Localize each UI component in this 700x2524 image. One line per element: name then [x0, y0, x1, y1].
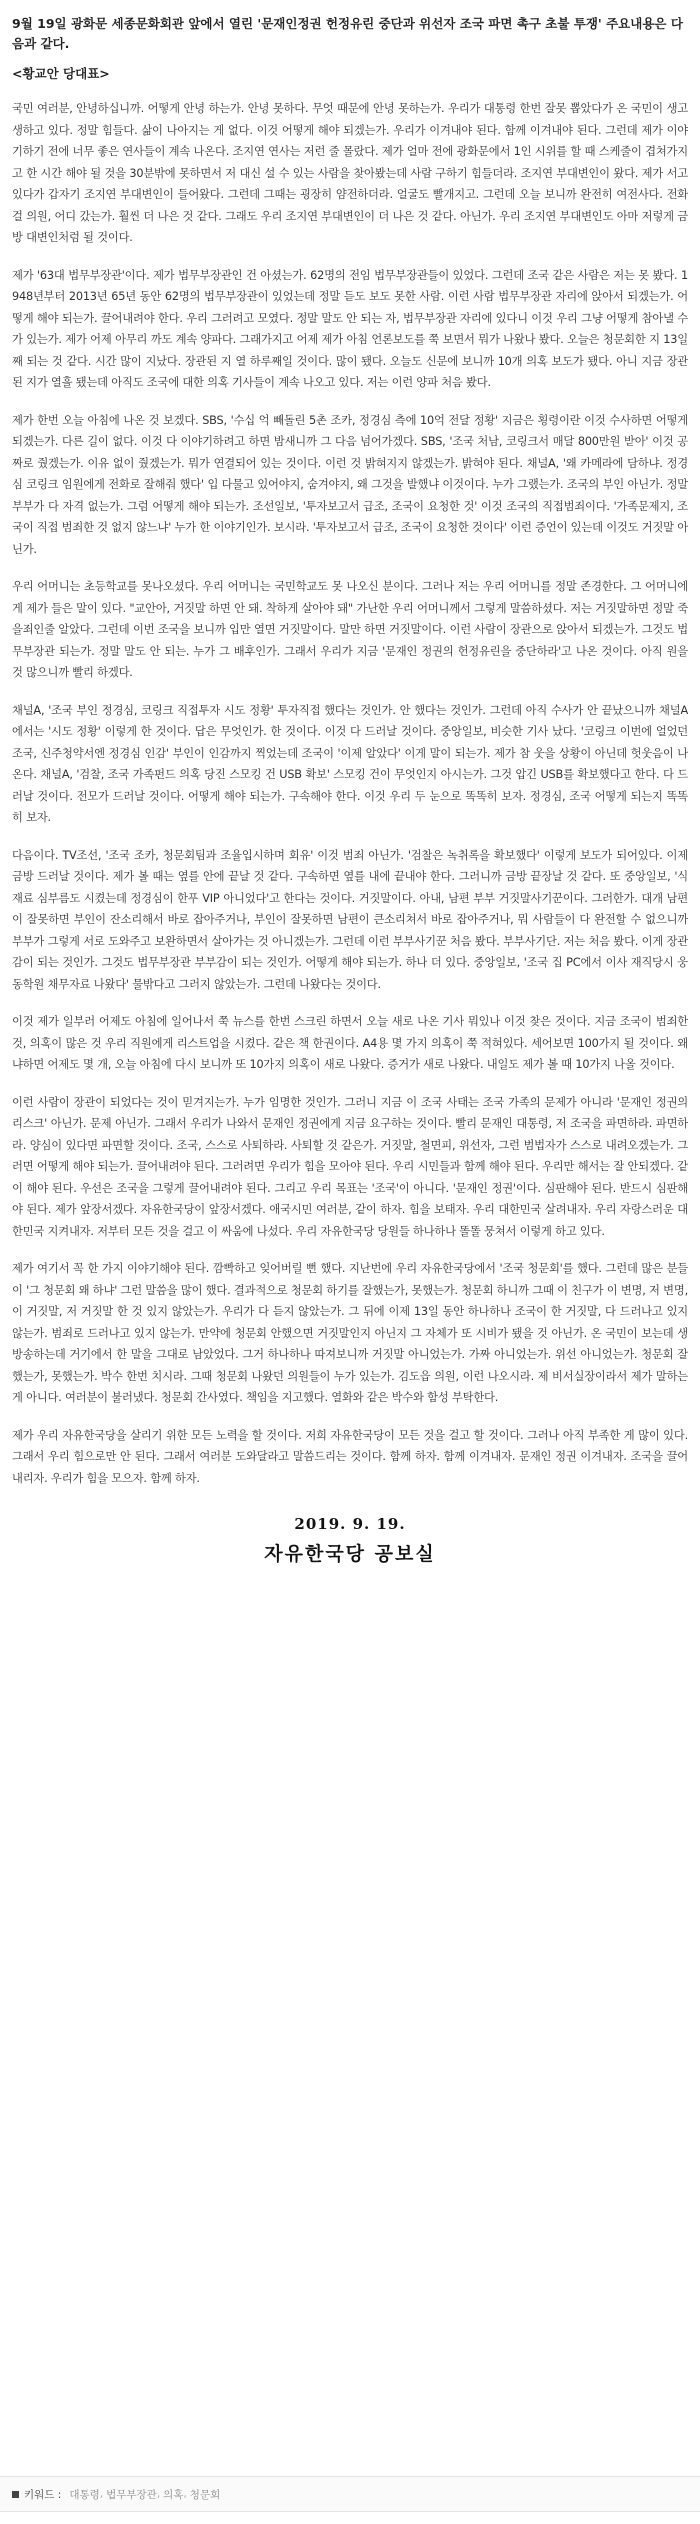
keyword-label: 키워드 : [24, 2488, 62, 2501]
issuer-name: 자유한국당 공보실 [264, 1543, 436, 1565]
keyword-link[interactable]: 의혹 [163, 2488, 184, 2501]
speech-paragraph: 제가 우리 자유한국당을 살리기 위한 모든 노력을 할 것이다. 저희 자유한국당이 모든 것을 걸고 할 것이다. 그러나 아직 부족한 게 많이 있다. 그래서 우리 힘으로만 안 된다. 그래서 여러분 도와달라고 말씀드리는 것이다. 함께 하자. 함께 이겨내자. 문재인 정권 이겨내자. 조국을 끌어내리자. 우리가 힘을 모으자. 함께 하자. [12, 1428, 688, 1485]
intro-text: 9월 19일 광화문 세종문화회관 앞에서 열린 '문재인정권 헌정유린 중단과 위선자 조국 파면 촉구 초불 투쟁' 주요내용은 다음과 같다. [12, 16, 683, 51]
speech-paragraph: 이것 제가 일부러 어제도 아침에 일어나서 쭉 뉴스를 한번 스크린 하면서 오늘 새로 나온 기사 뭐있나 이것 찾은 것이다. 지금 조국이 범죄한 것, 의혹이 많은 것 우리 직원에게 리스트업을 시켰다. 같은 책 한권이다. A4용 몇 가지 의혹이 쭉 적혀있다. 세어보면 100가지 될 것이다. 왜냐하면 어제도 몇 개, 오늘 아침에 다시 보니까 또 10가지 의혹이 새로 나왔다. 증거가 새로 나왔다. 내일도 제가 볼 때 10가지 나올 것이다. [12, 1015, 688, 1071]
release-date: 2019. 9. 19. [294, 1515, 406, 1533]
speech-paragraph: 이런 사람이 장관이 되었다는 것이 믿겨지는가. 누가 임명한 것인가. 그러니 지금 이 조국 사태는 조국 가족의 문제가 아니라 '문재인 정권의 리스크' 아닌가. 문제 아닌가. 그래서 우리가 나와서 문재인 정권에게 지금 요구하는 것이다. 빨리 문재인 대통령, 저 조국을 파면하라. 파면하라. 양심이 있다면 파면할 것이다. 조국, 스스로 사퇴하라. 사퇴할 것 같은가. 거짓말, 철면피, 위선자, 그런 범법자가 스스로 내려오겠는가. 그러면 어떻게 해야 되는가. 끌어내려야 된다. 그러려면 우리가 힘을 모아야 된다. 우리 시민들과 함께 해야 된다. 우리만 해서는 잘 안되겠다. 같이 해야 된다. 우선은 조국을 그렇게 끌어내려야 된다. 그리고 우리 목표는 '조국'이 아니다. '문재인 정권'이다. 심판해야 된다. 반드시 심판해야 된다. 제가 앞장서겠다. 자유한국당이 앞장서겠다. 애국시민 여러분, 같이 하자. 힘을 보태자. 우리 대한민국 살려내자. 우리 자랑스러운 대한민국 지켜내자. 저부터 모든 것을 걸고 이 싸움에 나섰다. 우리 자유한국당 당원들 하나하나 똘똘 뭉쳐서 이렇게 하고 있다. [12, 1095, 688, 1238]
keyword-link[interactable]: 대통령 [69, 2488, 100, 2501]
keyword-bar: 키워드 : 대통령 , 법무부장관 , 의혹 , 청문회 [0, 2476, 700, 2512]
square-bullet-icon [12, 2491, 19, 2498]
speech-paragraph: 다음이다. TV조선, '조국 조카, 청문회팀과 조율입시하며 회유' 이것 범죄 아닌가. '검찰은 녹취록을 확보했다' 이렇게 보도가 되어있다. 이제 금방 드러날 것이다. 제가 볼 때는 옆를 안에 끝날 것 같다. 구속하면 옆를 내에 끝내야 한다. 그러니까 금방 끝장날 것 같다. 또 중앙일보, '식재료 심부름도 시켰는데 정경심이 한푸 VIP 아니었다'고 한다는 것이다. 거짓말이다. 아내, 남편 부부 거짓말사기꾼이다. 그러한가. 대개 남편이 잘못하면 부인이 잔소리해서 바로 잡아주거나, 부인이 잘못하면 남편이 큰소리쳐서 바로 잡아주거나, 뭐 사람들이 다 완전할 수 없으니까 부부가 그렇게 서로 도와주고 보완하면서 살아가는 것 아니겠는가. 그런데 이런 부부사기꾼 처음 봤다. 부부사기단. 저는 처음 봤다. 이게 장관감이 되는 것인가. 그것도 법무부장관 부부감이 되는 것인가. 어떻게 해야 되는가. 하나 더 있다. 중앙일보, '조국 집 PC에서 이사 재직당시 웅동학원 채무자료 나왔다' 물밖다고 그러지 않았는가. 그런데 나왔다는 것이다. [12, 848, 688, 991]
speech-paragraph: 제가 '63대 법무부장관'이다. 제가 법무부장관인 건 아셨는가. 62명의 전임 법무부장관들이 있었다. 그런데 조국 같은 사람은 저는 못 봤다. 1948년부터 2013년 65년 동안 62명의 법무부장관이 있었는데 정말 듣도 보도 못한 사람. 이런 사람 법무부장관 자리에 앉아서 되겠는가. 어떻게 해야 되는가. 끌어내려야 한다. 우리 그러려고 모였다. 정말 말도 안 되는 자, 법무부장관 자리에 있다니 이것 우리 그냥 어떻게 참아낼 수가 있는가. 제가 어제 아무리 까도 계속 양파다. 그래가지고 어제 제가 아침 언론보도를 쭉 보면서 뭐가 나왔나 봤다. 오늘은 청문회한 지 13일째 되는 것 같다. 시간 많이 지났다. 장관된 지 열 하루째일 것이다. 많이 됐다. 오늘도 신문에 보니까 10개 의혹 보도가 됐다. 아니 지금 장관된 지가 열흘 됐는데 아직도 조국에 대한 의혹 기사들이 계속 나오고 있다. 저는 이런 양파 처음 봤다. [12, 268, 688, 389]
speech-body [12, 98, 688, 1489]
speech-paragraph: 우리 어머니는 초등학교를 못나오셨다. 우리 어머니는 국민학교도 못 나오신 분이다. 그러나 저는 우리 어머니를 정말 존경한다. 그 어머니에게 제가 들은 말이 있다. "교안아, 거짓말 하면 안 돼. 착하게 살아야 돼" 가난한 우리 어머니께서 그렇게 말씀하셨다. 저는 거짓말하면 정말 죽을죄인줄 알았다. 그런데 이번 조국을 보니까 입만 열면 거짓말이다. 말만 하면 거짓말이다. 이런 사람이 장관으로 앉아서 되겠는가. 그것도 법무부장관 되는가. 정말 말도 안 되는. 누가 그 배후인가. 그래서 우리가 지금 '문재인 정권의 헌정유린을 중단하라'고 나온 것이다. 아직 원을 것 많으니까 빨리 하겠다. [12, 580, 688, 679]
keyword-link[interactable]: 청문회 [189, 2488, 221, 2501]
speech-paragraph: 채널A, '조국 부인 정경심, 코링크 직접투자 시도 정황' 투자직접 했다는 것인가. 안 했다는 것인가. 그런데 아직 수사가 안 끝났으니까 채널A에서는 '시도 정황' 이렇게 한 것이다. 답은 무엇인가. 한 것이다. 이것 다 드러날 것이다. 중앙일보, 비슷한 기사 났다. '코링크 이번에 얼었던 조국, 신주청약서엔 정경심 인감' 부인이 인감까지 찍었는데 조국이 '이제 알았다' 이게 말이 되는가. 제가 참 웃을 상황이 아닌데 헛웃음이 나온다. 채널A, '검찰, 조국 가족펀드 의혹 당진 스모킹 건 USB 확보' 스모킹 건이 무엇인지 아시는가. 그것 압긴 USB를 확보했다고 한다. 다 드러날 것이다. 전모가 드러날 것이다. 어떻게 해야 되는가. 구속해야 한다. 이것 우리 두 눈으로 똑똑히 보자. 정경심, 조국 어떻게 되는지 똑똑히 보자. [12, 703, 688, 824]
keyword-link[interactable]: 법무부장관 [106, 2488, 157, 2501]
speech-paragraph: 국민 여러분, 안녕하십니까. 어떻게 안녕 하는가. 안녕 못하다. 무엇 때문에 안녕 못하는가. 우리가 대통령 한번 잘못 뽑았다가 온 국민이 생고생하고 있다. 정말 힘들다. 삶이 나아지는 게 없다. 이것 어떻게 해야 되겠는가. 우리가 이겨내야 된다. 함께 이겨내야 된다. 그런데 제가 이야기하기 전에 너무 좋은 연사들이 계속 나온다. 조지연 연사는 저런 줄 몰랐다. 제가 얼마 전에 광화문에서 1인 시위를 할 때 스케줄이 겹쳐가지고 한 시간 해야 될 것을 30분밖에 못하면서 저 대신 설 수 있는 사람을 찾아봤는데 사람 구하기 힘들더라. 조지연 부대변인이 왔다. 제가 서고 있다가 갑자기 조지연 부대변인이 들어왔다. 그런데 그때는 굉장히 얌전하더라. 얼굴도 빨개지고. 그런데 오늘 보니까 완전히 여전사다. 전화걸 의원, 어디 갔는가. 훨씬 더 나은 것 같다. 그래도 우리 조지연 부대변인이 더 나은 것 같다. 아닌가. 우리 조지연 부대변인도 아마 저렇게 금방 대변인처럼 될 것이다. [12, 102, 688, 244]
speaker-heading: <황교안 당대표> [12, 66, 110, 81]
speech-paragraph: 제가 한번 오늘 아침에 나온 것 보겠다. SBS, '수십 억 빼돌린 5촌 조카, 정경심 측에 10억 전달 정황' 지금은 횡령이란 이것 수사하면 어떻게 되겠는가. 다른 길이 없다. 이것 다 이야기하려고 하면 밤새니까 그 다음 넘어가겠다. SBS, '조국 처남, 코링크서 매달 800만원 받아' 이것 공짜로 줬겠는가. 이유 없이 줬겠는가. 뭐가 연결되어 있는 것이다. 이런 것 밝혀지지 않겠는가. 밝혀야 된다. 채널A, '왜 카메라에 담하냐. 정경심 코링크 임원에게 전화로 잘해줘 했다' 입 다물고 있어야지, 숨겨야지, 왜 그것을 발했냐 이것이다. 누가 그랬는가. 조국의 부인 아닌가. 정말 부부가 다 자격 없는가. 그럼 어떻게 해야 되는가. 조선일보, '투자보고서 급조, 조국이 요청한 것' 이것 조국의 직접범죄이다. '가족문제지, 조국이 직접 범죄한 것 없지 않느냐' 누가 한 이야기인가. 보시라. '투자보고서 급조, 조국이 요청한 것이다' 이런 증언이 있는데 이것도 거짓말 아닌가. [12, 413, 688, 556]
speech-paragraph: 제가 여기서 꼭 한 가지 이야기해야 된다. 깜빡하고 잊어버릴 뻔 했다. 지난번에 우리 자유한국당에서 '조국 청문회'를 했다. 그런데 많은 분들이 '그 청문회 왜 하냐' 그런 말씀을 많이 했다. 결과적으로 청문회 하기를 잘했는가, 못했는가. 청문회 하니까 그때 이 친구가 이 변명, 저 변명, 이 거짓말, 저 거짓말 한 것 있지 않았는가. 우리가 다 듣지 않았는가. 그 뒤에 이제 13일 동안 하나하나 조국이 한 거짓말, 다 드러나고 있지 않는가. 범죄로 드러나고 있지 않는가. 만약에 청문회 안했으면 거짓말인지 아닌지 그 자체가 또 시비가 됐을 것 아닌가. 온 국민이 보는데 생방송하는데 거기에서 한 말을 그대로 남았었다. 그거 하나하나 따져보니까 거짓말 아니었는가. 가짜 아니었는가. 위선 아니었는가. 청문회 잘했는가, 못했는가. 박수 한번 치시라. 그때 청문회 나왔던 의원들이 누가 있는가. 김도읍 의원, 이런 나오시라. 제 비서실장이라서 제가 말하는 게 아니다. 여러분이 불러냈다. 청문회 간사였다. 책임을 지고했다. 열화와 같은 박수와 함성 부탁한다. [12, 1262, 688, 1404]
closing-block [12, 1515, 688, 1566]
